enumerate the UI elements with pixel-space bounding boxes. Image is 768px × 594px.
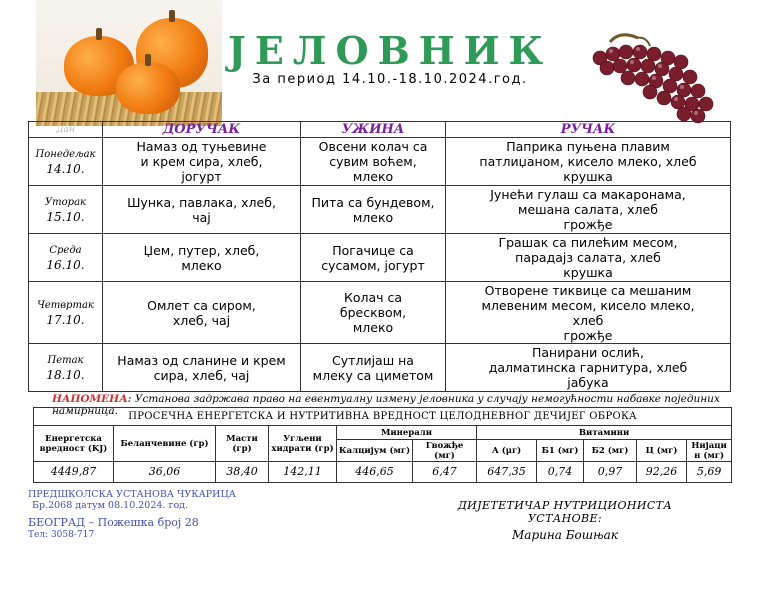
breakfast-cell: Намаз од туњевине и крем сира, хлеб, јогурт — [103, 138, 301, 186]
iron-value: 6,47 — [413, 462, 477, 483]
lunch-column-header: РУЧАК — [446, 122, 731, 138]
energy-header: Енергетска вредност (KJ) — [34, 426, 114, 462]
lunch-cell: Паприка пуњена плавим патлиџаном, кисело млеко, хлеб крушка — [446, 138, 731, 186]
day-name: Понедељак — [35, 148, 96, 160]
vitamin-b1-value: 0,74 — [537, 462, 584, 483]
vitamin-a-value: 647,35 — [477, 462, 537, 483]
institution-block — [28, 489, 236, 540]
day-date: 17.10. — [46, 312, 85, 327]
menu-row-wednesday — [29, 234, 731, 282]
day-name: Среда — [49, 244, 82, 256]
note-label: НАПОМЕНА: — [52, 393, 132, 405]
carbs-header: Угљени хидрати (гр) — [269, 426, 337, 462]
nutrition-values-row — [34, 462, 732, 483]
calcium-header: Калцијум (мг) — [337, 440, 413, 462]
day-name: Уторак — [44, 196, 87, 208]
menu-row-monday — [29, 138, 731, 186]
breakfast-cell: Шунка, павлака, хлеб, чај — [103, 186, 301, 234]
snack-cell: Колач са бресквом, млеко — [301, 282, 446, 344]
nutrition-caption: ПРОСЕЧНА ЕНЕРГЕТСКА И НУТРИТИВНА ВРЕДНОСТ ЦЕЛОДНЕВНОГ ДЕЧИЈЕГ ОБРОКА — [34, 408, 732, 426]
menu-row-thursday — [29, 282, 731, 344]
day-cell — [29, 282, 103, 344]
niacin-value: 5,69 — [687, 462, 732, 483]
institution-phone: Тел: 3058-717 — [28, 530, 95, 540]
snack-cell: Пита са бундевом, млеко — [301, 186, 446, 234]
signature-block — [420, 499, 710, 542]
institution-address: БЕОГРАД – Пожешка број 28 — [28, 516, 199, 529]
vitamin-a-header: А (μг) — [477, 440, 537, 462]
day-cell — [29, 234, 103, 282]
weekly-menu-table — [28, 121, 731, 392]
lunch-cell: Панирани ослић, далматинска гарнитура, хлеб јабука — [446, 344, 731, 392]
breakfast-cell: Џем, путер, хлеб, млеко — [103, 234, 301, 282]
energy-value: 4449,87 — [34, 462, 114, 483]
lunch-cell: Отворене тиквице са мешаним млевеним месом, кисело млеко, хлеб грожђе — [446, 282, 731, 344]
fat-value: 38,40 — [216, 462, 269, 483]
page-title: ЈЕЛОВНИК — [227, 28, 553, 73]
iron-header: Гвожђе (мг) — [413, 440, 477, 462]
menu-period: За период 14.10.-18.10.2024.год. — [252, 72, 528, 87]
signature-name: Марина Бошњак — [512, 528, 618, 542]
vitamin-b2-header: Б2 (мг) — [584, 440, 637, 462]
institution-name: ПРЕДШКОЛСКА УСТАНОВА ЧУКАРИЦА — [28, 489, 236, 500]
vitamin-c-value: 92,26 — [637, 462, 687, 483]
note-text: Установа задржава право на евентуалну измену јеловника у случају немогућности набавке појединих намирница. — [52, 393, 720, 417]
lunch-cell: Грашак са пилећим месом, парадајз салата, хлеб крушка — [446, 234, 731, 282]
menu-header-row — [29, 122, 731, 138]
document-number: Бр.2068 датум 08.10.2024. год. — [32, 500, 189, 511]
day-date: 14.10. — [46, 161, 85, 176]
day-cell — [29, 186, 103, 234]
vitamin-c-header: Ц (мг) — [637, 440, 687, 462]
vitamins-header: Витамини — [477, 426, 732, 440]
snack-cell: Сутлијаш на млеку са циметом — [301, 344, 446, 392]
day-cell — [29, 138, 103, 186]
snack-column-header: УЖИНА — [301, 122, 446, 138]
day-date: 18.10. — [46, 367, 85, 382]
vitamin-b1-header: Б1 (мг) — [537, 440, 584, 462]
snack-cell: Погачице са сусамом, јогурт — [301, 234, 446, 282]
nutrition-table — [33, 407, 732, 483]
carbs-value: 142,11 — [269, 462, 337, 483]
fat-header: Масти (гр) — [216, 426, 269, 462]
lunch-cell: Јунећи гулаш са макаронама, мешана салата, хлеб грожђе — [446, 186, 731, 234]
day-name: Петак — [47, 354, 84, 366]
calcium-value: 446,65 — [337, 462, 413, 483]
protein-header: Беланчевине (гр) — [114, 426, 216, 462]
day-column-header: Дан — [29, 122, 103, 138]
menu-row-friday — [29, 344, 731, 392]
vitamin-b2-value: 0,97 — [584, 462, 637, 483]
snack-cell: Овсени колач са сувим воћем, млеко — [301, 138, 446, 186]
niacin-header: Нијаци н (мг) — [687, 440, 732, 462]
protein-value: 36,06 — [114, 462, 216, 483]
breakfast-cell: Намаз од сланине и крем сира, хлеб, чај — [103, 344, 301, 392]
day-name: Четвртак — [37, 299, 94, 311]
day-date: 16.10. — [46, 257, 85, 272]
breakfast-cell: Омлет са сиром, хлеб, чај — [103, 282, 301, 344]
grapes-photo — [580, 28, 728, 126]
breakfast-column-header: ДОРУЧАК — [103, 122, 301, 138]
minerals-header: Минерали — [337, 426, 477, 440]
day-date: 15.10. — [46, 209, 85, 224]
menu-row-tuesday — [29, 186, 731, 234]
pumpkins-photo — [36, 0, 222, 126]
signature-title: ДИЈЕТЕТИЧАР НУТРИЦИОНИСТА УСТАНОВЕ: — [457, 499, 673, 525]
day-cell — [29, 344, 103, 392]
